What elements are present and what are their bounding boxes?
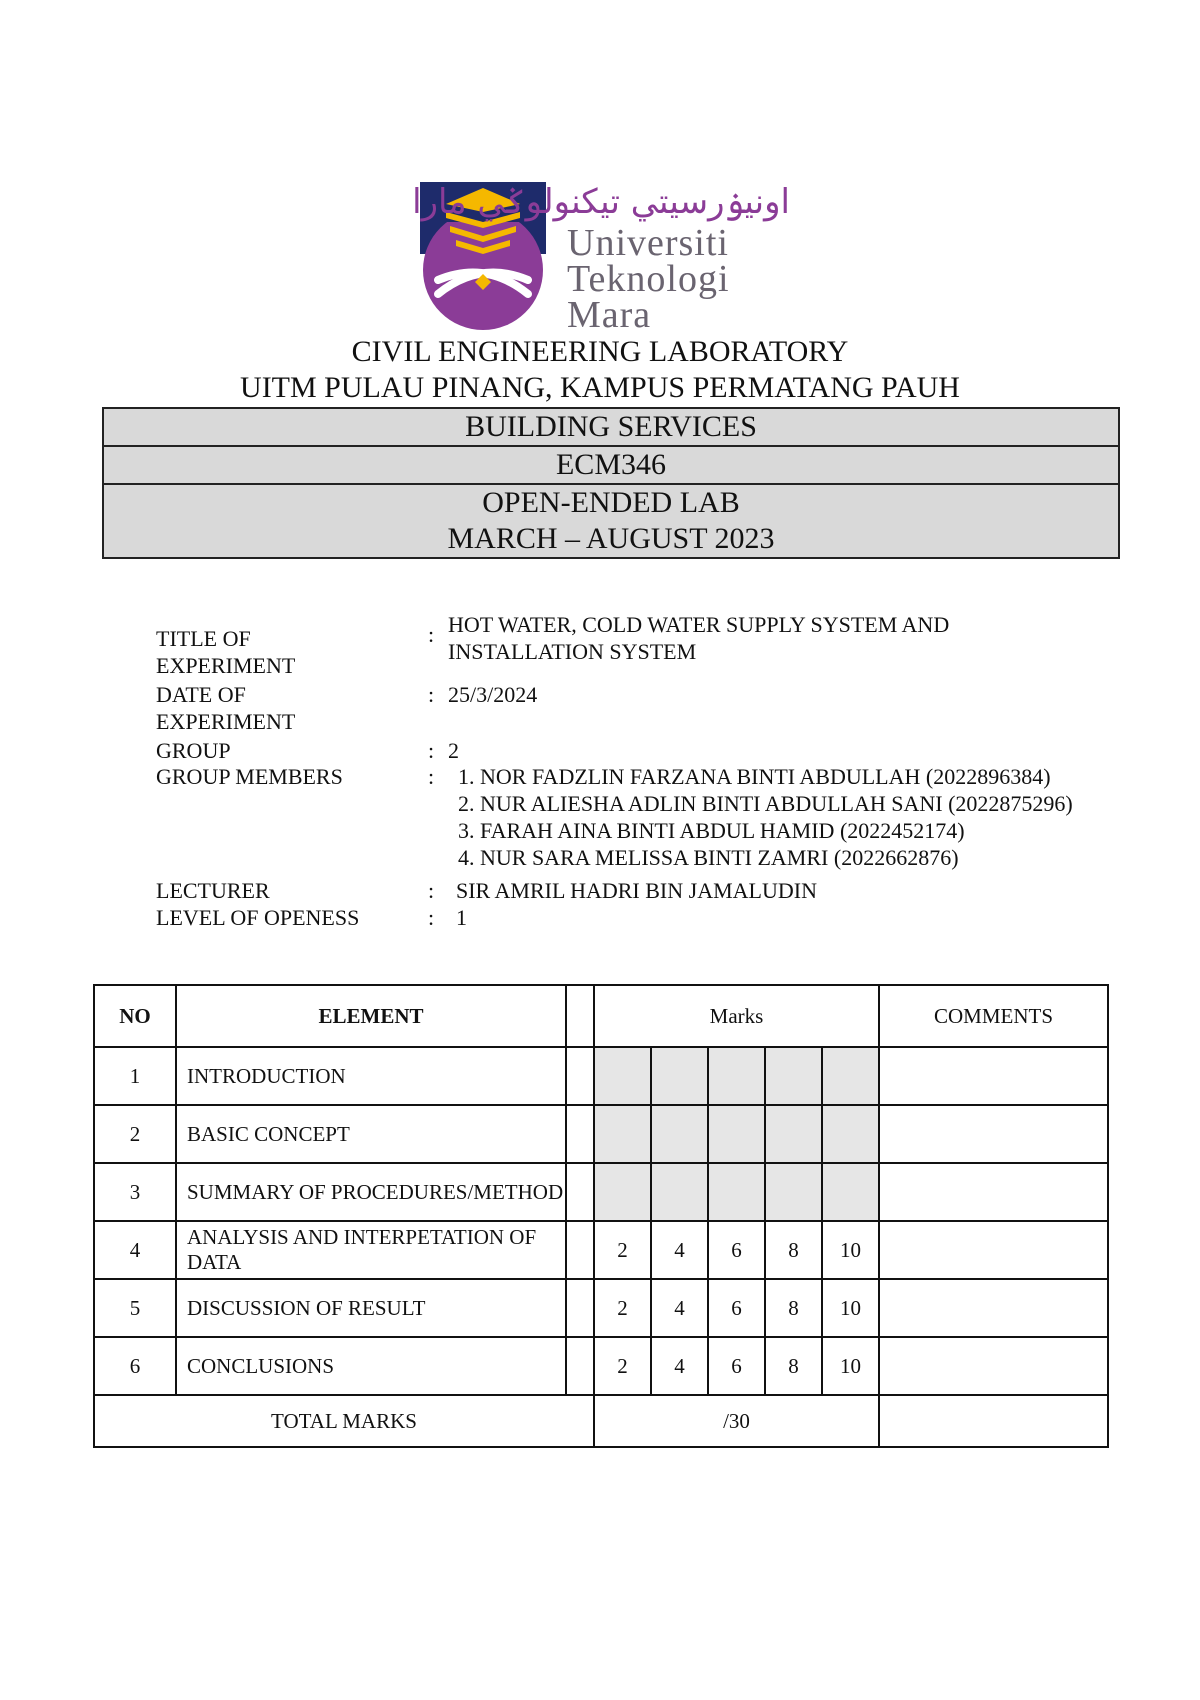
lab-type: OPEN-ENDED LAB [482,486,740,519]
lab-session-cell [103,484,1119,558]
total-row [94,1395,1108,1447]
comment-cell [879,1047,1108,1105]
mark-scale-cell: 6 [708,1279,765,1337]
mark-scale-cell: 8 [765,1221,822,1279]
spacer-cell [566,985,594,1047]
group-value: 2 [448,738,459,763]
members-label: GROUP MEMBERS [156,764,343,789]
lecturer-label: LECTURER [156,878,270,903]
total-label: TOTAL MARKS [94,1395,594,1447]
comment-cell [879,1163,1108,1221]
mark-scale-cell: 10 [822,1337,879,1395]
member-item: 1. NOR FADZLIN FARZANA BINTI ABDULLAH (2022896384) [458,764,1051,789]
colon: : [428,905,435,930]
row-element: CONCLUSIONS [176,1337,566,1395]
member-item: 2. NUR ALIESHA ADLIN BINTI ABDULLAH SANI (2022875296) [458,791,1073,816]
logo-word-mara: Mara [567,294,652,336]
row-element: BASIC CONCEPT [176,1105,566,1163]
mark-scale-cell: 2 [594,1221,651,1279]
logo-jawi-text: اونيۏرسيتي تيکنولوݢي مارا [412,182,790,222]
spacer-cell [566,1337,594,1395]
table-row [94,1221,1108,1279]
header-element: ELEMENT [176,985,566,1047]
table-row [94,1279,1108,1337]
row-number: 6 [94,1337,176,1395]
mark-scale-cell-shaded [708,1163,765,1221]
colon: : [428,682,435,707]
mark-scale-cell-shaded [594,1047,651,1105]
row-element: SUMMARY OF PROCEDURES/METHOD [176,1163,566,1221]
total-value: /30 [594,1395,879,1447]
row-number: 5 [94,1279,176,1337]
session: MARCH – AUGUST 2023 [447,522,775,555]
header-comments: COMMENTS [879,985,1108,1047]
mark-scale-cell: 6 [708,1337,765,1395]
mark-scale-cell-shaded [822,1163,879,1221]
openess-value: 1 [456,905,467,930]
uitm-logo [412,182,790,336]
spacer-cell [566,1105,594,1163]
marks-table [93,984,1109,1448]
colon: : [428,622,435,647]
campus-heading: UITM PULAU PINANG, KAMPUS PERMATANG PAUH [240,371,960,404]
table-row [94,1337,1108,1395]
mark-scale-cell-shaded [594,1163,651,1221]
logo-word-teknologi: Teknologi [567,258,730,300]
spacer-cell [566,1279,594,1337]
mark-scale-cell: 10 [822,1279,879,1337]
mark-scale-cell: 4 [651,1279,708,1337]
row-element: ANALYSIS AND INTERPETATION OF DATA [176,1221,566,1279]
spacer-cell [566,1163,594,1221]
row-element: INTRODUCTION [176,1047,566,1105]
lecturer-value: SIR AMRIL HADRI BIN JAMALUDIN [456,878,817,903]
spacer-cell [566,1047,594,1105]
row-number: 2 [94,1105,176,1163]
mark-scale-cell: 4 [651,1221,708,1279]
comment-cell [879,1221,1108,1279]
table-row [94,1105,1108,1163]
openess-label: LEVEL OF OPENESS [156,905,360,930]
comment-cell [879,1279,1108,1337]
course-code: ECM346 [103,446,1119,484]
members-list [458,763,1138,871]
mark-scale-cell: 10 [822,1221,879,1279]
mark-scale-cell: 8 [765,1279,822,1337]
header-no: NO [94,985,176,1047]
spacer-cell [566,1221,594,1279]
mark-scale-cell-shaded [708,1105,765,1163]
mark-scale-cell-shaded [708,1047,765,1105]
colon: : [428,878,435,903]
date-value: 25/3/2024 [448,682,538,707]
date-label: DATE OF EXPERIMENT [156,682,296,734]
mark-scale-cell-shaded [651,1163,708,1221]
member-item: 4. NUR SARA MELISSA BINTI ZAMRI (2022662876) [458,845,959,870]
mark-scale-cell-shaded [594,1105,651,1163]
mark-scale-cell: 6 [708,1221,765,1279]
mark-scale-cell: 4 [651,1337,708,1395]
member-item: 3. FARAH AINA BINTI ABDUL HAMID (2022452174) [458,818,965,843]
mark-scale-cell-shaded [822,1105,879,1163]
course-name: BUILDING SERVICES [103,408,1119,446]
mark-scale-cell: 2 [594,1337,651,1395]
comment-cell [879,1337,1108,1395]
mark-scale-cell-shaded [765,1105,822,1163]
course-banner [102,407,1120,559]
row-element: DISCUSSION OF RESULT [176,1279,566,1337]
title-value: HOT WATER, COLD WATER SUPPLY SYSTEM AND INSTALLATION SYSTEM [448,612,950,664]
mark-scale-cell: 2 [594,1279,651,1337]
mark-scale-cell-shaded [651,1047,708,1105]
header-marks: Marks [594,985,879,1047]
marks-body [94,1047,1108,1395]
table-row [94,1047,1108,1105]
mark-scale-cell: 8 [765,1337,822,1395]
mark-scale-cell-shaded [765,1047,822,1105]
group-label: GROUP [156,738,231,763]
mark-scale-cell-shaded [822,1047,879,1105]
colon: : [428,738,435,763]
lab-heading: CIVIL ENGINEERING LABORATORY [351,335,849,368]
logo-word-universiti: Universiti [567,222,729,264]
row-number: 3 [94,1163,176,1221]
row-number: 1 [94,1047,176,1105]
total-comment-cell [879,1395,1108,1447]
mark-scale-cell-shaded [765,1163,822,1221]
comment-cell [879,1105,1108,1163]
title-label: TITLE OF EXPERIMENT [156,626,296,678]
table-header-row [94,985,1108,1047]
mark-scale-cell-shaded [651,1105,708,1163]
row-number: 4 [94,1221,176,1279]
colon: : [428,764,435,789]
table-row [94,1163,1108,1221]
